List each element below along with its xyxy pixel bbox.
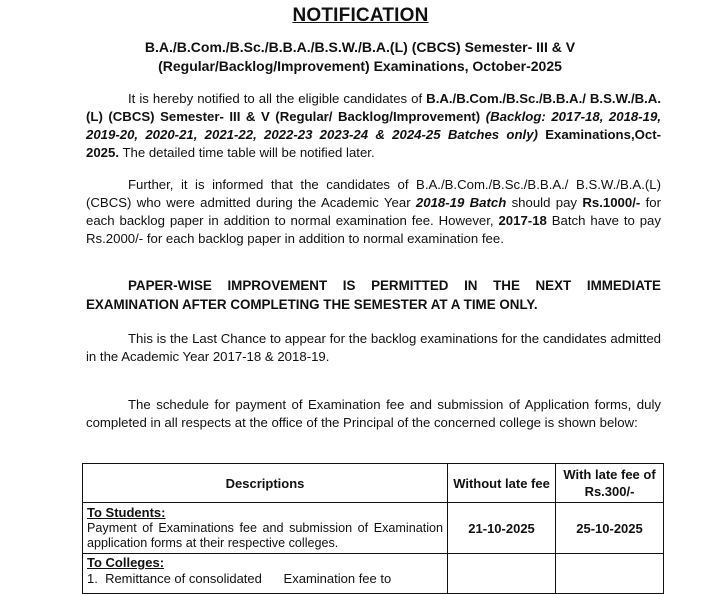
fee-amount: Rs.1000/-	[582, 195, 641, 210]
students-label: To Students:	[87, 505, 166, 520]
header-descriptions: Descriptions	[83, 464, 448, 503]
eligibility-intro: It is hereby notified to all the eligible candidates of	[128, 91, 427, 106]
eligibility-courses: B.A./B.Com./B.Sc./B.B.A./ B.S.W./B.A.(L) (CBCS) Semester- III & V (Regular/ Backlog/Improvement)	[86, 91, 661, 124]
students-text: Payment of Examinations fee and submission of Examination application forms at their respective colleges.	[87, 521, 444, 550]
exam-session: Examinations,Oct-2025.	[86, 127, 661, 160]
improvement-line-1: PAPER-WISE IMPROVEMENT IS PERMITTED IN THE NEXT IMMEDIATE	[128, 278, 661, 293]
schedule-intro-paragraph	[86, 396, 661, 432]
colleges-date-with-late-fee	[556, 554, 664, 594]
header-without-late-fee: Without late fee	[448, 464, 556, 503]
students-description-cell	[83, 503, 448, 554]
fee-text-4: Batch have to pay Rs.2000/- for each backlog paper in addition to normal examination fee.	[86, 213, 661, 246]
table-row	[83, 503, 664, 554]
subtitle-line-2: (Regular/Backlog/Improvement) Examinations, October-2025	[158, 58, 562, 74]
header-with-late-fee: With late fee of Rs.300/-	[556, 464, 664, 503]
subtitle-line-1: B.A./B.Com./B.Sc./B.B.A./B.S.W./B.A.(L) (CBCS) Semester- III & V	[144, 39, 576, 55]
improvement-line-2: EXAMINATION AFTER COMPLETING THE SEMESTER AT A TIME ONLY.	[86, 297, 538, 312]
students-date-without-late-fee: 21-10-2025	[448, 503, 556, 554]
eligibility-tail: The detailed time table will be notified later.	[119, 145, 375, 160]
fee-text-1: Further, it is informed that the candidates of B.A./B.Com./B.Sc./B.B.A./ B.S.W./B.A.(L) (CBCS) who were admitted during the Academic Year	[86, 177, 661, 210]
eligibility-paragraph	[86, 90, 661, 162]
colleges-date-without-late-fee	[448, 554, 556, 594]
table-header-row	[83, 464, 664, 503]
fee-batch-2018: 2018-19 Batch	[415, 195, 507, 210]
improvement-notice	[86, 276, 661, 314]
colleges-label: To Colleges:	[87, 555, 165, 570]
schedule-intro-text: The schedule for payment of Examination fee and submission of Application forms, duly completed in all respects at the office of the Principal of the concerned college is shown below:	[86, 397, 661, 430]
notification-subtitle	[80, 38, 640, 76]
students-date-with-late-fee: 25-10-2025	[556, 503, 664, 554]
backlog-batches: (Backlog: 2017-18, 2018-19, 2019-20, 2020-21, 2021-22, 2022-23 2023-24 & 2024-25 Batches only)	[86, 109, 661, 142]
fee-schedule-table	[82, 463, 664, 594]
notification-title: NOTIFICATION	[292, 5, 429, 26]
colleges-item-1: 1. Remittance of consolidated Examination fee to	[87, 571, 392, 586]
table-row	[83, 554, 664, 594]
last-chance-paragraph	[86, 330, 661, 366]
last-chance-text: This is the Last Chance to appear for the backlog examinations for the candidates admitted in the Academic Year 2017-18 & 2018-19.	[86, 331, 661, 364]
fee-text-3: for each backlog paper in addition to normal examination fee. However,	[86, 195, 661, 228]
fee-batch-2017: 2017-18	[498, 213, 547, 228]
backlog-fee-paragraph	[86, 176, 661, 248]
fee-text-2: should pay	[506, 195, 583, 210]
colleges-description-cell	[83, 554, 448, 594]
